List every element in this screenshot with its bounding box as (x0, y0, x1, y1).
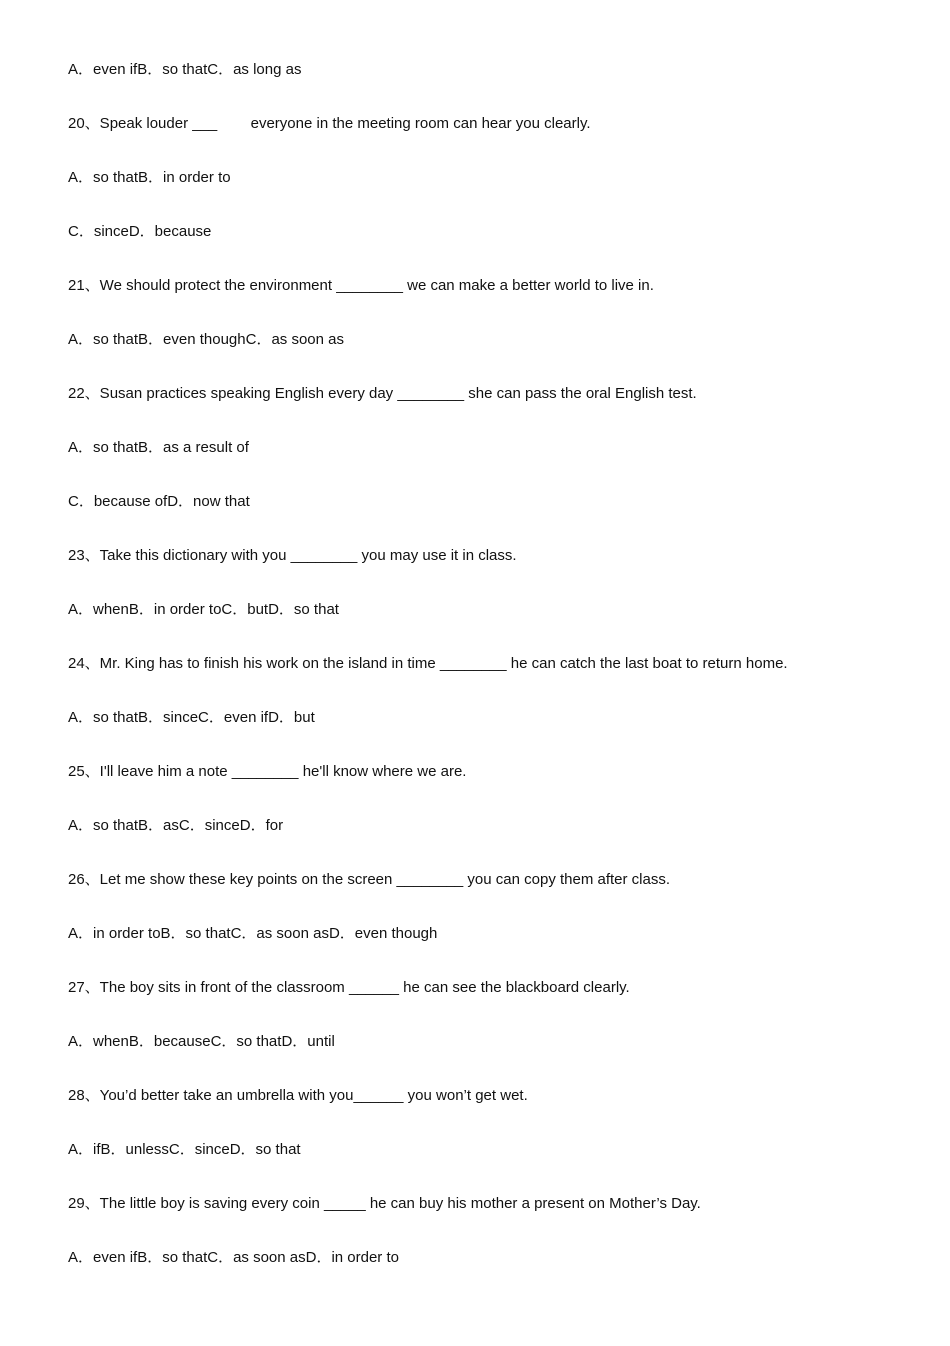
question-28: 28、You’d better take an umbrella with you______ you won’t get wet. (68, 1087, 528, 1104)
answer-options-19: A．even ifB．so thatC．as long as (68, 61, 302, 78)
answer-options-25: A．so thatB．asC．sinceD．for (68, 817, 284, 834)
question-26: 26、Let me show these key points on the screen ________ you can copy them after class. (68, 871, 671, 888)
question-21: 21、We should protect the environment ________ we can make a better world to live in. (68, 277, 654, 294)
answer-options-24: A．so thatB．sinceC．even ifD．but (68, 709, 315, 726)
question-24: 24、Mr. King has to finish his work on the island in time ________ he can catch the last boat to return home. (68, 655, 788, 672)
answer-options-28: A．ifB．unlessC．sinceD．so that (68, 1141, 301, 1158)
answer-options-20a: A．so thatB．in order to (68, 169, 231, 186)
answer-options-21: A．so thatB．even thoughC．as soon as (68, 331, 344, 348)
answer-options-23: A．whenB．in order toC．butD．so that (68, 601, 339, 618)
answer-options-27: A．whenB．becauseC．so thatD．until (68, 1033, 335, 1050)
answer-options-26: A．in order toB．so thatC．as soon asD．even though (68, 925, 438, 942)
question-27: 27、The boy sits in front of the classroom ______ he can see the blackboard clearly. (68, 979, 630, 996)
question-23: 23、Take this dictionary with you ________ you may use it in class. (68, 547, 517, 564)
question-25: 25、I'll leave him a note ________ he'll know where we are. (68, 763, 467, 780)
answer-options-29: A．even ifB．so thatC．as soon asD．in order to (68, 1249, 399, 1266)
answer-options-22b: C．because ofD．now that (68, 493, 250, 510)
question-20: 20、Speak louder ___ everyone in the meeting room can hear you clearly. (68, 115, 591, 132)
answer-options-22a: A．so thatB．as a result of (68, 439, 249, 456)
answer-options-20b: C．sinceD．because (68, 223, 212, 240)
question-22: 22、Susan practices speaking English every day ________ she can pass the oral English test. (68, 385, 697, 402)
question-29: 29、The little boy is saving every coin _____ he can buy his mother a present on Mother’s Day. (68, 1195, 701, 1212)
